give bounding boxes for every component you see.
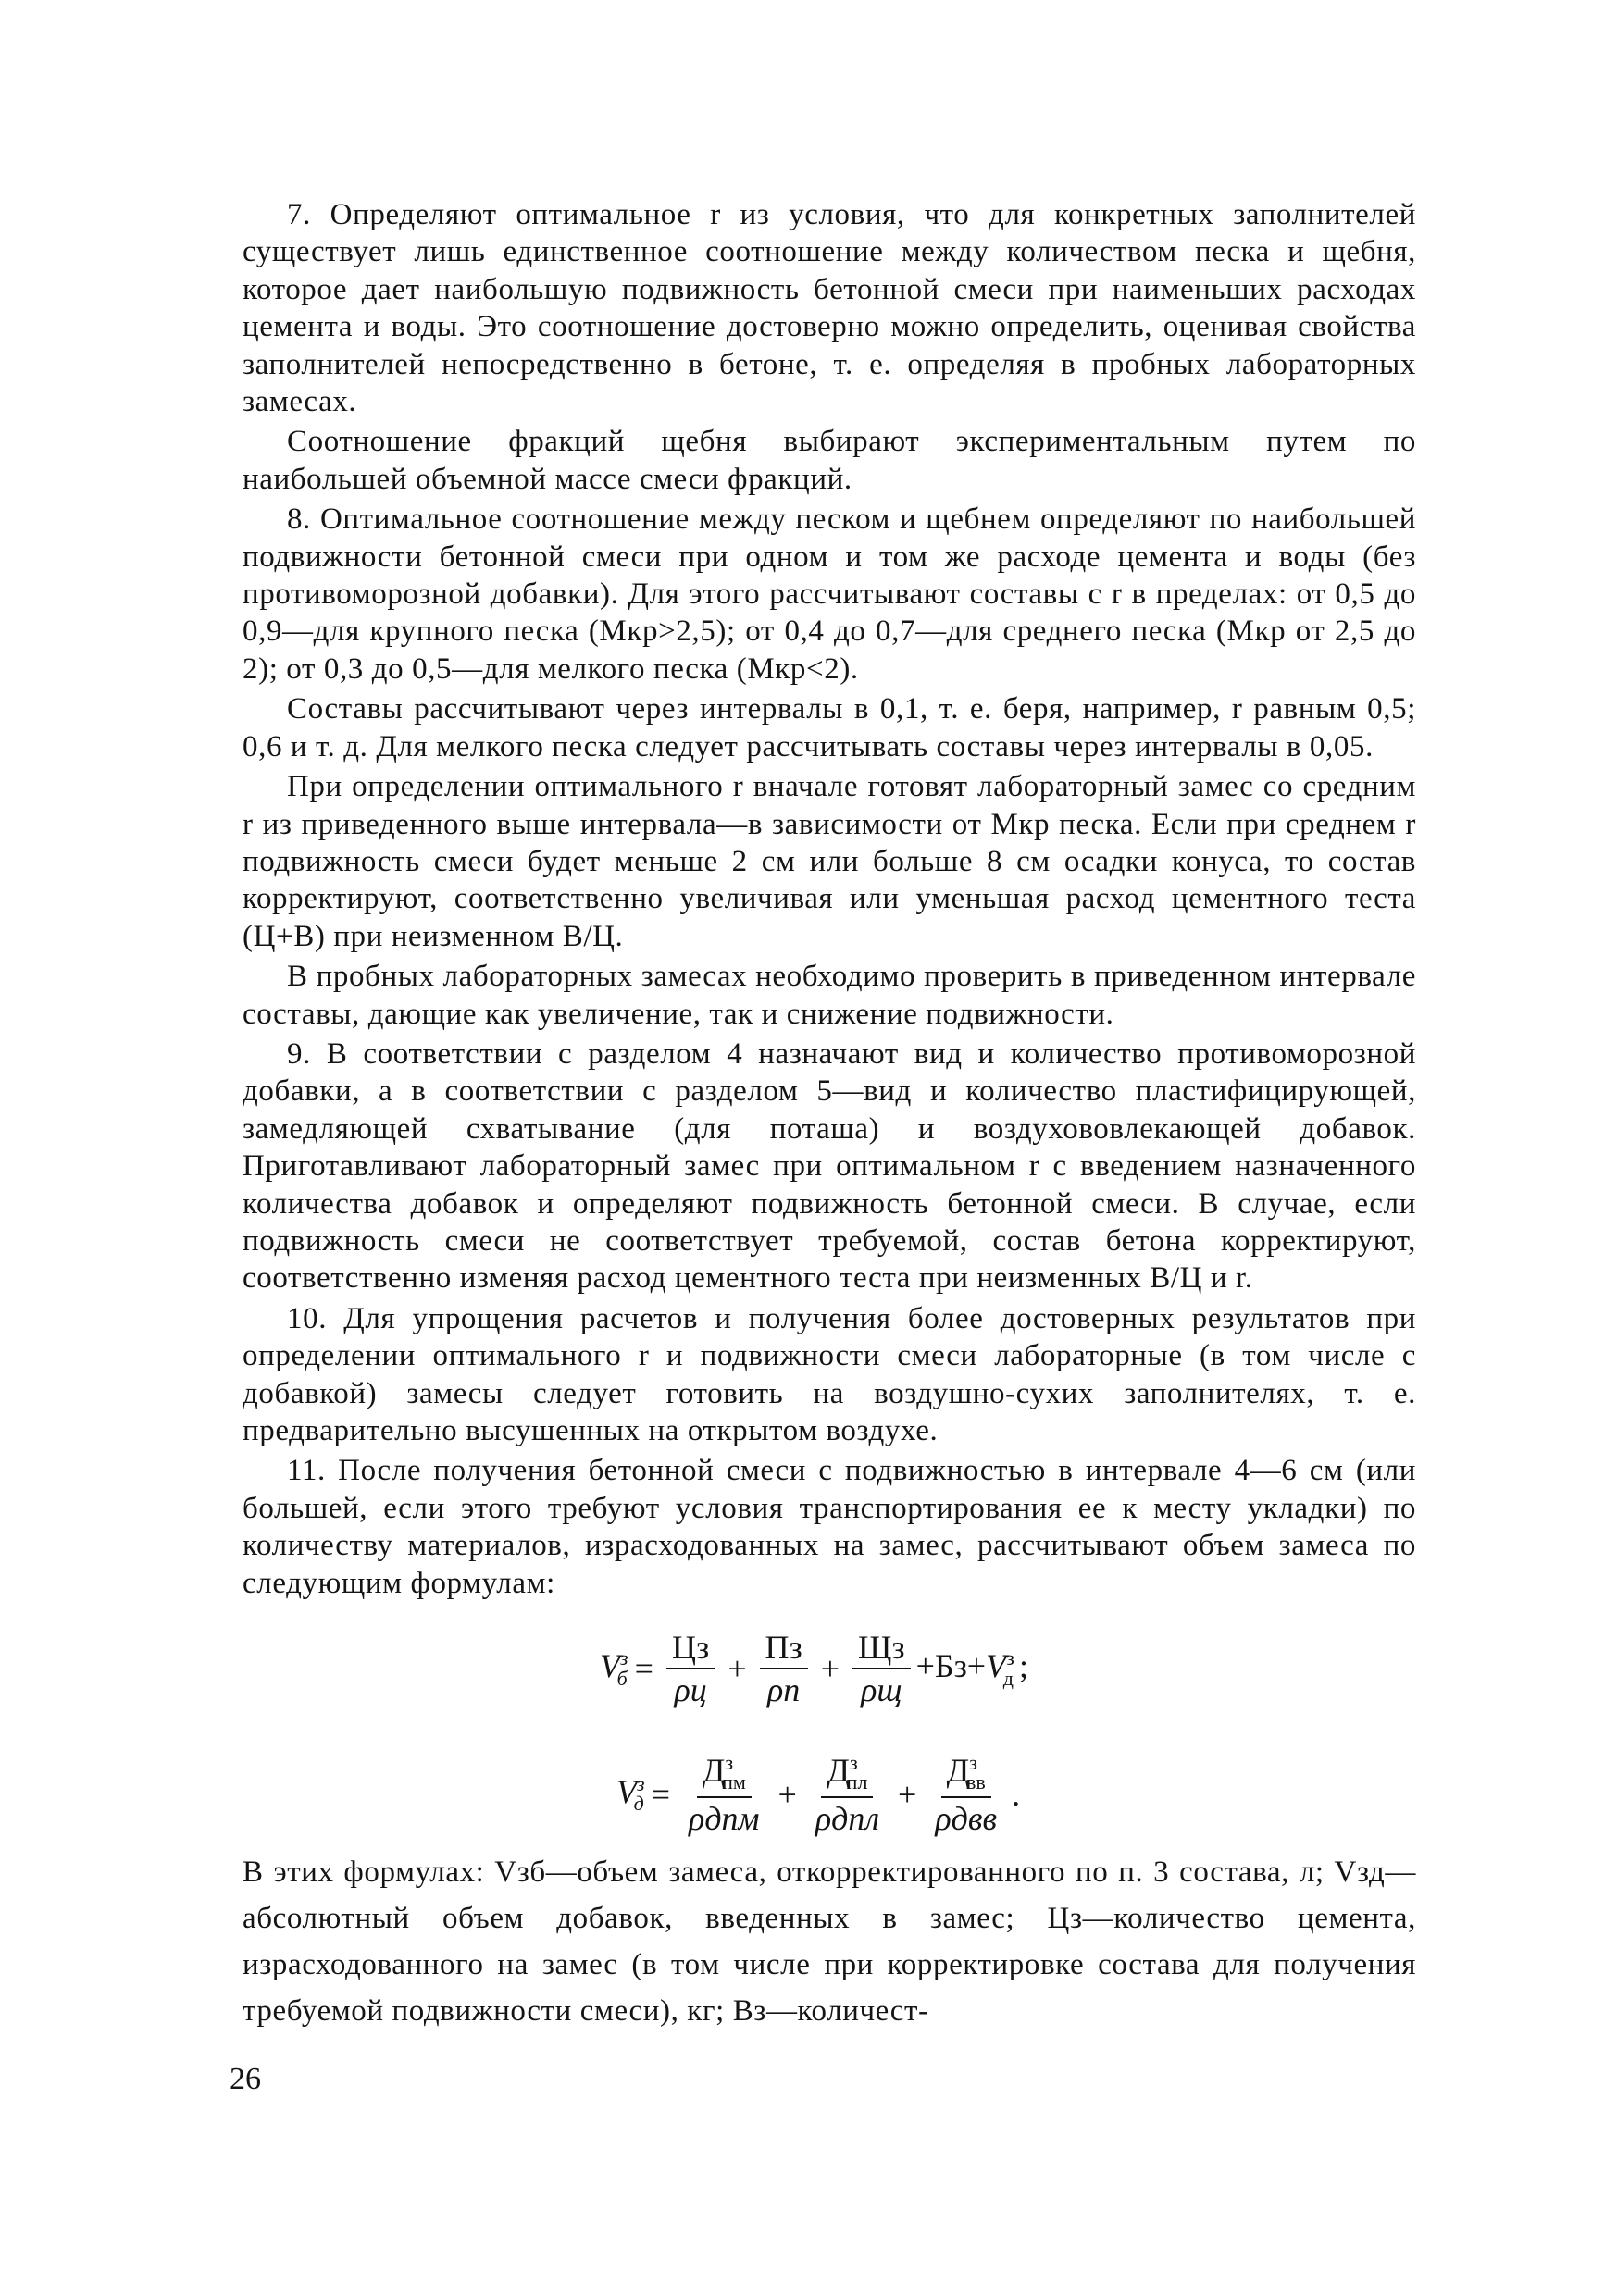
paragraph-9: 9. В соответствии с разделом 4 назначают вид и количество противоморозной добавки, а в соответствии с разделом 5—вид и количество пластифицирующей, замедляющей схватывание (для поташа) и воздухововлекающей добавок. Приготавливают лабораторный замес при оптимальном r с введением назначенного количества добавок и определяют подвижность бетонной смеси. В случае, если подвижность смеси не соответствует требуемой, состав бетона корректируют, соответственно изменяя расход цементного теста при неизменных В/Ц и r. (243, 1036, 1416, 1296)
formula-concrete-volume: $V^з_б$ = $\frac{Цз}{\rho ц}$ + $\frac{Пз}{\rho п}$ + $\frac{Щз}{\rho щ}$ $+Бз+V^з_д$ ; (600, 1629, 1029, 1708)
formula2-term-air-entraining: $\frac{Д^з_{вв}}{\text{ρдвв}}$ (935, 1751, 998, 1838)
paragraph-7: 7. Определяют оптимальное r из условия, что для конкретных заполнителей существует лишь единственное соотношение между количеством песка и щебня, которое дает наибольшую подвижность бетонной смеси при наименьших расходах цемента и воды. Это соотношение достоверно можно определить, оценивая свойства заполнителей непосредственно в бетоне, т. е. определяя в пробных лабораторных замесах. (243, 198, 1416, 419)
paragraph-optimal-r: При определении оптимального r вначале готовят лабораторный замес со средним r из приведенного выше интервала—в зависимости от Мкр песка. Если при среднем r подвижность смеси будет меньше 2 см или больше 8 см осадки конуса, то состав корректируют, соответственно увеличивая или уменьшая расход цементного теста (Ц+В) при неизменном В/Ц. (243, 770, 1416, 953)
formula1-term-cement: $\frac{Цз}{\rho ц}$ (666, 1631, 715, 1706)
formula2-equals: = (651, 1775, 671, 1813)
paragraph-intervals: Составы рассчитывают через интервалы в 0,1, т. е. беря, например, r равным 0,5; 0,6 и т. д. Для мелкого песка следует рассчитывать составы через интервалы в 0,05. (243, 692, 1416, 763)
formula2-term-antifreeze: $\frac{Д^з_{пм}}{\text{ρдпм}}$ (689, 1751, 760, 1838)
page-number: 26 (230, 2062, 261, 2096)
formula2-end: . (1012, 1775, 1021, 1813)
paragraph-8: 8. Оптимальное соотношение между песком и щебнем определяют по наибольшей подвижности бетонной смеси при одном и том же расходе цемента и воды (без противоморозной добавки). Для этого рассчитывают составы с r в пределах: от 0,5 до 0,9—для крупного песка (Мкр>2,5); от 0,4 до 0,7—для среднего песка (Мкр от 2,5 до 2); от 0,3 до 0,5—для мелкого песка (Мкр<2). (243, 503, 1416, 686)
formula1-equals: = (634, 1650, 653, 1687)
formula-additive-volume: $V^з_д$ = $\frac{Д^з_{пм}}{\text{ρдпм}}$ + $\frac{Д^з_{пл}}{\text{ρдпл}}$ + $\frac{Д^з_{вв}}{\text{ρдвв}}$ . (616, 1751, 1021, 1838)
formula-explanation (243, 1849, 1416, 2034)
formula1-term-sand: $\frac{Пз}{\rho п}$ (760, 1631, 808, 1706)
formula-legend-text: В этих формулах: Vзб—объем замеса, откорректированного по п. 3 состава, л; Vзд—абсолютный объем добавок, введенных в замес; Цз—количество цемента, израсходованного на замес (в том числе при корректировке состава для получения требуемой подвижности смеси), кг; Вз—количест- (243, 1855, 1416, 2028)
formula2-lhs: $V^з_д$ (616, 1772, 645, 1816)
paragraph-10: 10. Для упрощения расчетов и получения более достоверных результатов при определении оптимального r и подвижности смеси лабораторные (в том числе с добавкой) замесы следует готовить на воздушно-сухих заполнителях, т. е. предварительно высушенных на открытом воздухе. (243, 1301, 1416, 1447)
paragraph-11: 11. После получения бетонной смеси с подвижностью в интервале 4—6 см (или большей, если этого требуют условия транспортирования ее к месту укладки) по количеству материалов, израсходованных на замес, рассчитывают объем замеса по следующим формулам: (243, 1454, 1416, 1600)
formula1-lhs: $V^з_б$ (600, 1646, 628, 1690)
formula1-term-stone: $\frac{Щз}{\rho щ}$ (852, 1631, 911, 1706)
paragraph-trial-mixes: В пробных лабораторных замесах необходимо проверить в приведенном интервале составы, дающие как увеличение, так и снижение подвижности. (243, 960, 1416, 1031)
body-text (243, 196, 1416, 1605)
formula2-term-plasticizer: $\frac{Д^з_{пл}}{\text{ρдпл}}$ (815, 1751, 880, 1838)
paragraph-crushed-stone: Соотношение фракций щебня выбирают экспериментальным путем по наибольшей объемной массе смеси фракций. (243, 425, 1416, 496)
formula1-tail: $+Бз+V^з_д$ ; (915, 1646, 1029, 1690)
